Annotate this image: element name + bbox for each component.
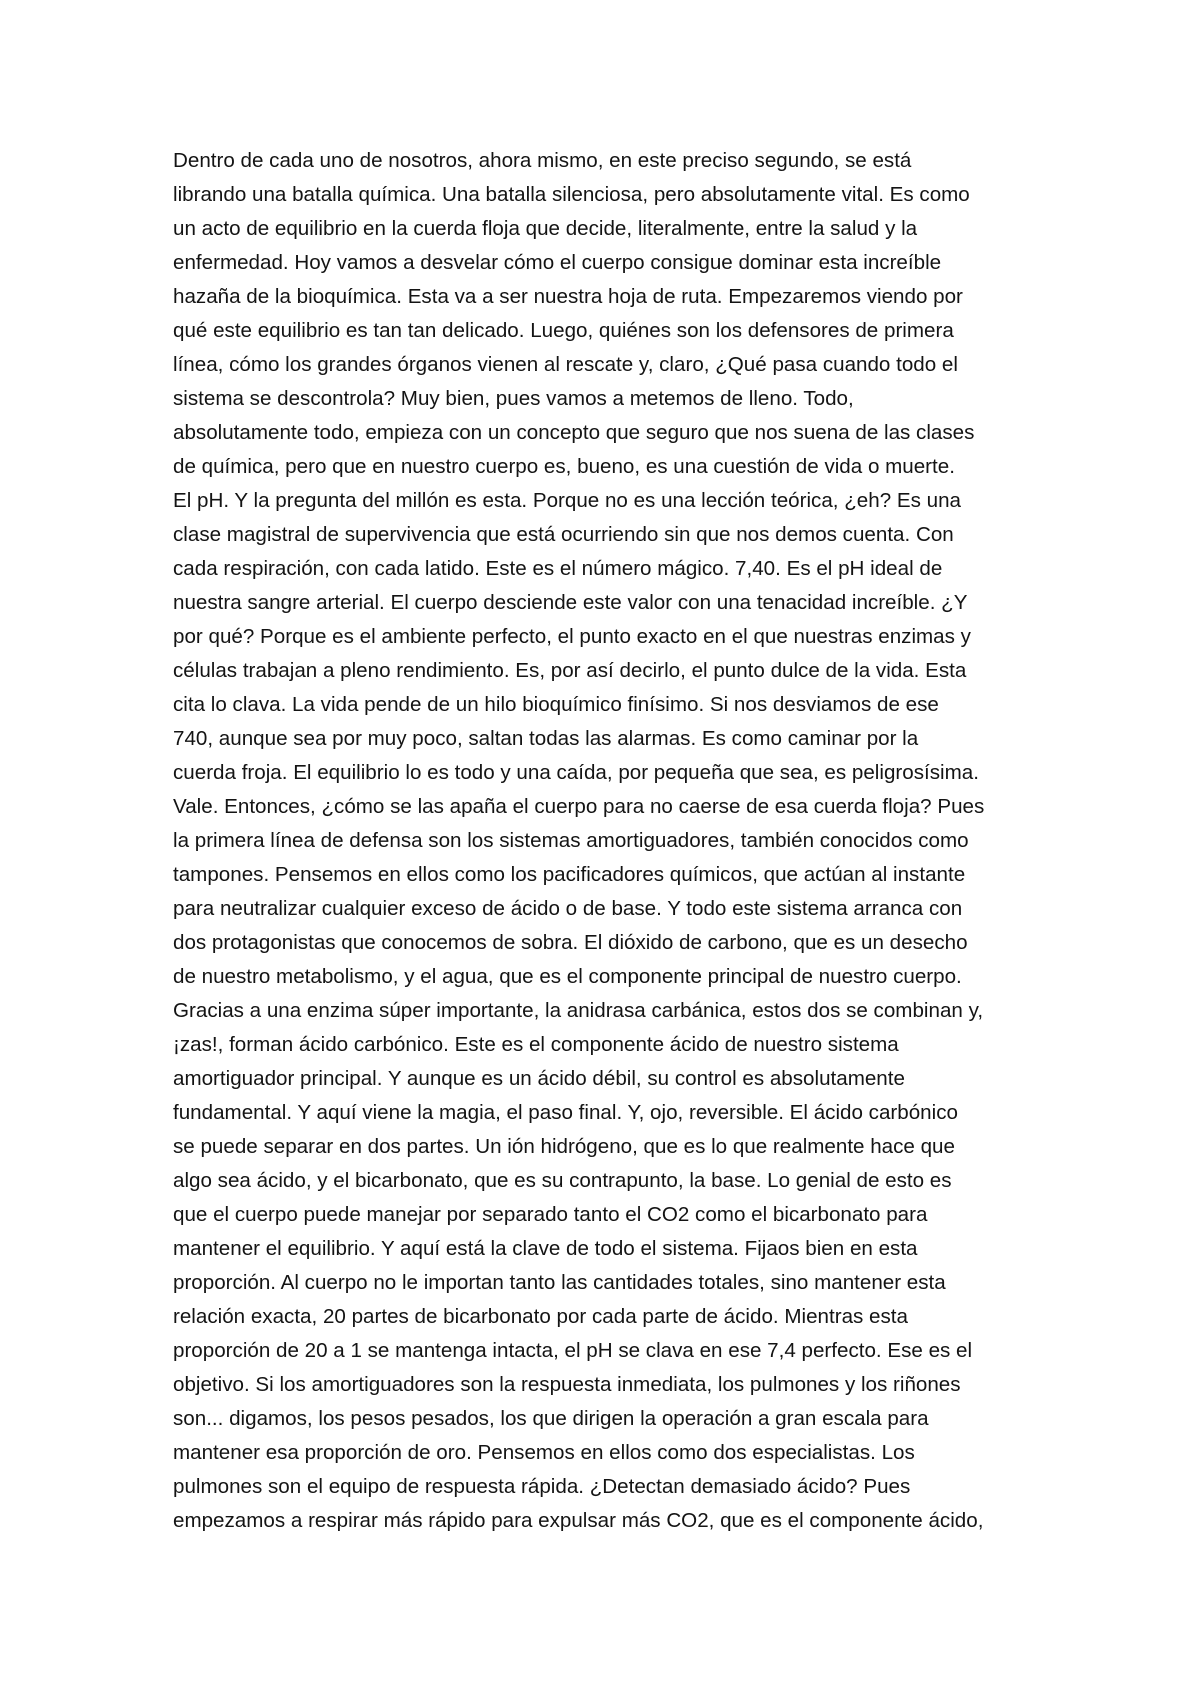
text-line: mantener el equilibrio. Y aquí está la clave de todo el sistema. Fijaos bien en esta	[173, 1237, 918, 1260]
text-line: que el cuerpo puede manejar por separado tanto el CO2 como el bicarbonato para	[173, 1203, 928, 1226]
text-line: fundamental. Y aquí viene la magia, el paso final. Y, ojo, reversible. El ácido carbónico	[173, 1101, 958, 1124]
text-line: mantener esa proporción de oro. Pensemos en ellos como dos especialistas. Los	[173, 1441, 915, 1464]
text-line: línea, cómo los grandes órganos vienen al rescate y, claro, ¿Qué pasa cuando todo el	[173, 353, 958, 376]
text-line: por qué? Porque es el ambiente perfecto, el punto exacto en el que nuestras enzimas y	[173, 625, 971, 648]
text-line: Gracias a una enzima súper importante, la anidrasa carbánica, estos dos se combinan y,	[173, 999, 984, 1022]
text-line: hazaña de la bioquímica. Esta va a ser nuestra hoja de ruta. Empezaremos viendo por	[173, 285, 963, 308]
text-line: librando una batalla química. Una batalla silenciosa, pero absolutamente vital. Es como	[173, 183, 970, 206]
text-line: El pH. Y la pregunta del millón es esta. Porque no es una lección teórica, ¿eh? Es una	[173, 489, 962, 512]
text-line: algo sea ácido, y el bicarbonato, que es su contrapunto, la base. Lo genial de esto es	[173, 1169, 952, 1192]
text-line: nuestra sangre arterial. El cuerpo desciende este valor con una tenacidad increíble. ¿Y	[173, 591, 968, 614]
text-line: sistema se descontrola? Muy bien, pues vamos a metemos de lleno. Todo,	[173, 387, 854, 410]
text-line: cada respiración, con cada latido. Este es el número mágico. 7,40. Es el pH ideal de	[173, 557, 943, 580]
text-line: dos protagonistas que conocemos de sobra. El dióxido de carbono, que es un desecho	[173, 931, 968, 954]
text-line: pulmones son el equipo de respuesta rápida. ¿Detectan demasiado ácido? Pues	[173, 1475, 911, 1498]
text-line: 740, aunque sea por muy poco, saltan todas las alarmas. Es como caminar por la	[173, 727, 919, 750]
text-line: son... digamos, los pesos pesados, los que dirigen la operación a gran escala para	[173, 1407, 929, 1430]
text-line: tampones. Pensemos en ellos como los pacificadores químicos, que actúan al instante	[173, 863, 966, 886]
text-line: qué este equilibrio es tan tan delicado. Luego, quiénes son los defensores de primera	[173, 319, 954, 342]
text-line: se puede separar en dos partes. Un ión hidrógeno, que es lo que realmente hace que	[173, 1135, 955, 1158]
text-line: relación exacta, 20 partes de bicarbonato por cada parte de ácido. Mientras esta	[173, 1305, 908, 1328]
text-line: objetivo. Si los amortiguadores son la respuesta inmediata, los pulmones y los riñones	[173, 1373, 961, 1396]
text-line: absolutamente todo, empieza con un concepto que seguro que nos suena de las clases	[173, 421, 975, 444]
text-line: un acto de equilibrio en la cuerda floja que decide, literalmente, entre la salud y la	[173, 217, 918, 240]
text-line: cuerda froja. El equilibrio lo es todo y una caída, por pequeña que sea, es peligrosísima.	[173, 761, 979, 784]
text-line: para neutralizar cualquier exceso de ácido o de base. Y todo este sistema arranca con	[173, 897, 963, 920]
text-line: Dentro de cada uno de nosotros, ahora mismo, en este preciso segundo, se está	[173, 149, 912, 172]
text-line: de química, pero que en nuestro cuerpo es, bueno, es una cuestión de vida o muerte.	[173, 455, 955, 478]
text-line: Vale. Entonces, ¿cómo se las apaña el cuerpo para no caerse de esa cuerda floja? Pues	[173, 795, 985, 818]
text-line: amortiguador principal. Y aunque es un ácido débil, su control es absolutamente	[173, 1067, 905, 1090]
text-line: empezamos a respirar más rápido para expulsar más CO2, que es el componente ácido,	[173, 1509, 984, 1532]
text-line: ¡zas!, forman ácido carbónico. Este es el componente ácido de nuestro sistema	[173, 1033, 899, 1056]
text-line: células trabajan a pleno rendimiento. Es, por así decirlo, el punto dulce de la vida. Esta	[173, 659, 967, 682]
text-line: de nuestro metabolismo, y el agua, que es el componente principal de nuestro cuerpo.	[173, 965, 962, 988]
text-line: clase magistral de supervivencia que está ocurriendo sin que nos demos cuenta. Con	[173, 523, 954, 546]
text-line: proporción. Al cuerpo no le importan tanto las cantidades totales, sino mantener esta	[173, 1271, 946, 1294]
text-line: enfermedad. Hoy vamos a desvelar cómo el cuerpo consigue dominar esta increíble	[173, 251, 942, 274]
text-line: la primera línea de defensa son los sistemas amortiguadores, también conocidos como	[173, 829, 969, 852]
text-line: proporción de 20 a 1 se mantenga intacta, el pH se clava en ese 7,4 perfecto. Ese es el	[173, 1339, 973, 1362]
text-line: cita lo clava. La vida pende de un hilo bioquímico finísimo. Si nos desviamos de ese	[173, 693, 939, 716]
body-text	[173, 144, 1053, 1538]
